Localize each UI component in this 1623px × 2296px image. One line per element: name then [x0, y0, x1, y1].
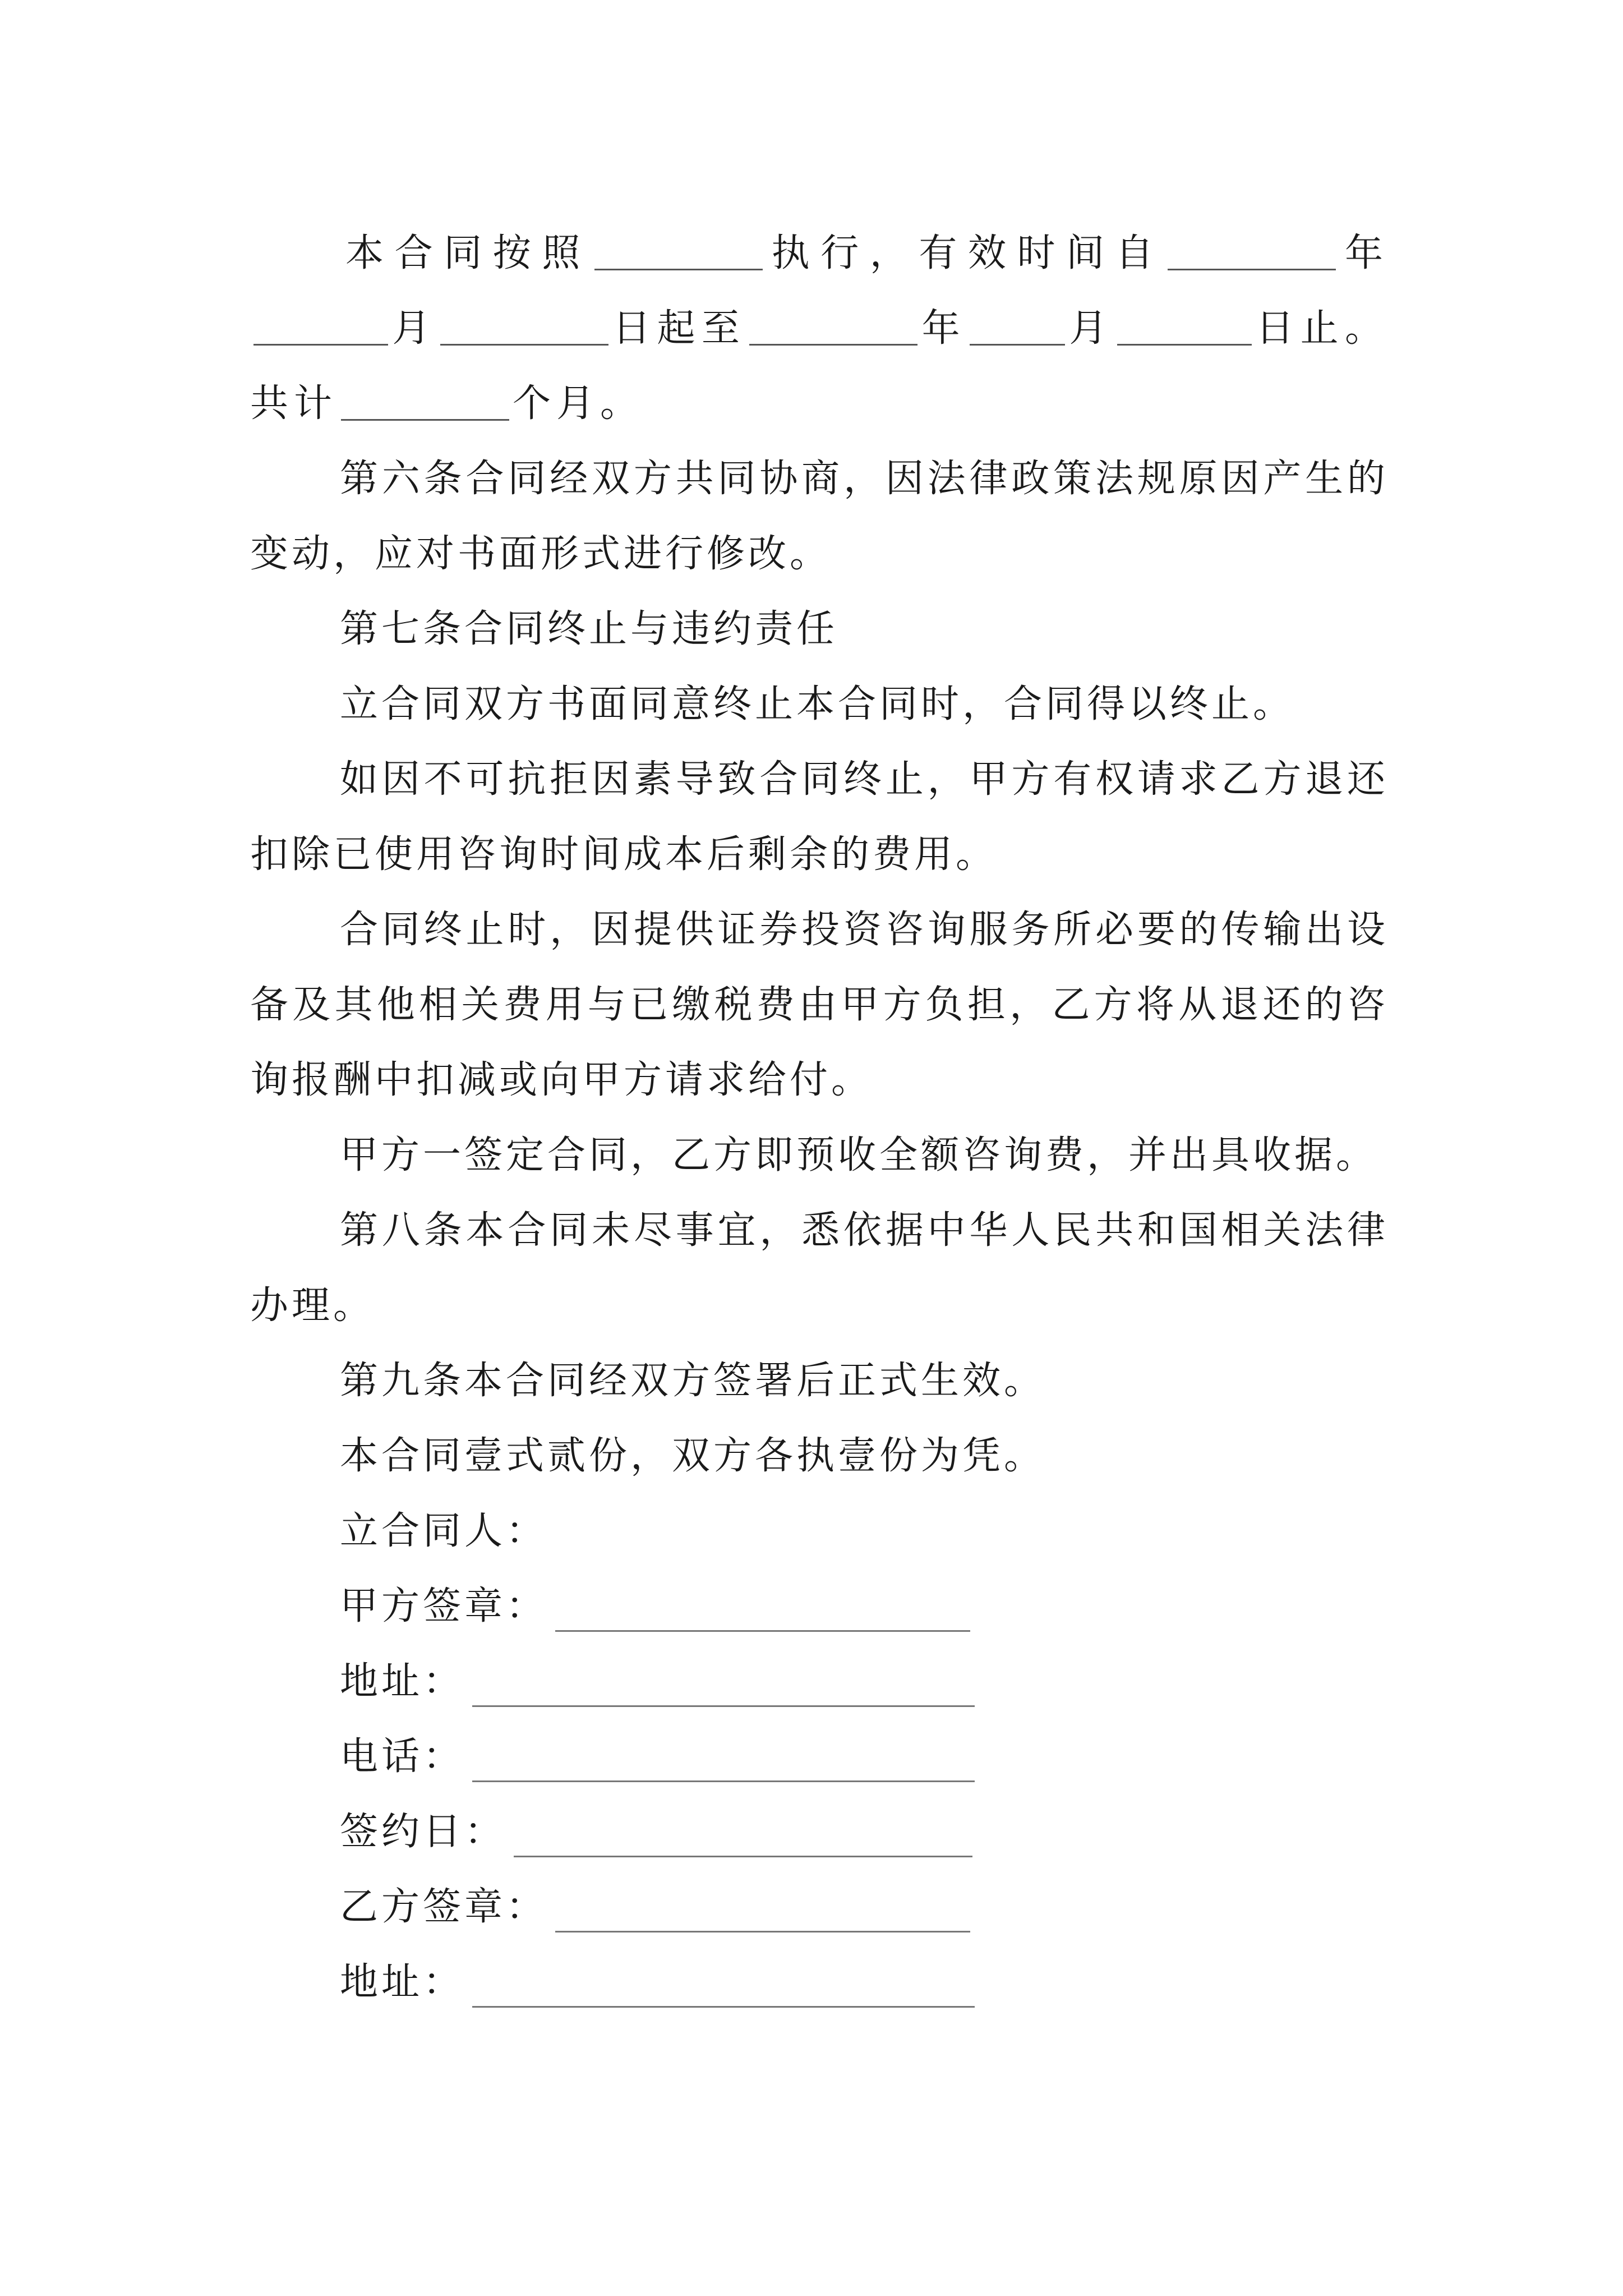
article-8-paragraph: 第八条本合同未尽事宜，悉依据中华人民共和国相关法律办理。 — [250, 1208, 1389, 1328]
document-body — [250, 216, 1389, 2020]
party-a-address-label: 地址： — [340, 1659, 465, 1704]
party-b-address-line — [472, 1967, 975, 2008]
period-text-7: 月 — [1068, 306, 1114, 351]
party-a-seal-line — [555, 1591, 970, 1632]
start-day-blank — [440, 310, 608, 346]
party-a-seal-label: 甲方签章： — [340, 1584, 548, 1628]
signing-date-label: 签约日： — [340, 1810, 506, 1854]
standard-blank — [594, 235, 763, 270]
party-a-phone-row — [250, 1719, 1389, 1795]
party-b-seal-line — [555, 1892, 970, 1932]
party-b-seal-label: 乙方签章： — [340, 1885, 548, 1929]
article-7-heading: 第七条合同终止与违约责任 — [340, 607, 838, 651]
force-majeure-paragraph: 如因不可抗拒因素导致合同终止，甲方有权请求乙方退还扣除已使用咨询时间成本后剩余的费用。 — [250, 757, 1389, 877]
party-a-seal-row — [250, 1569, 1389, 1644]
period-text-1: 本合同按照 — [345, 231, 591, 275]
start-month-blank — [253, 310, 388, 346]
start-year-blank — [1168, 235, 1336, 270]
signatories-heading: 立合同人： — [340, 1509, 548, 1553]
period-text-9: 个月。 — [513, 381, 644, 426]
signing-date-row — [250, 1795, 1389, 1870]
period-text-3: 年 — [1339, 231, 1389, 275]
party-a-phone-label: 电话： — [340, 1734, 465, 1779]
party-a-phone-line — [472, 1741, 975, 1782]
party-b-address-row — [250, 1945, 1389, 2020]
period-text-6: 年 — [921, 306, 967, 351]
article-6-paragraph: 第六条合同经双方共同协商，因法律政策法规原因产生的变动，应对书面形式进行修改。 — [250, 457, 1389, 576]
period-text-4: 月 — [391, 306, 437, 351]
prepayment-paragraph: 甲方一签定合同，乙方即预收全额咨询费，并出具收据。 — [340, 1133, 1378, 1177]
party-a-address-line — [472, 1666, 975, 1707]
signing-date-line — [514, 1816, 972, 1857]
party-b-address-label: 地址： — [340, 1960, 465, 2004]
party-a-address-row — [250, 1644, 1389, 1719]
period-text-5: 日起至 — [611, 306, 746, 351]
period-text-8: 日止。共计 — [250, 306, 1389, 426]
copies-paragraph: 本合同壹式贰份，双方各执壹份为凭。 — [340, 1434, 1046, 1478]
total-months-blank — [341, 385, 509, 421]
end-day-blank — [1117, 310, 1252, 346]
party-b-seal-row — [250, 1870, 1389, 1945]
article-9-paragraph: 第九条本合同经双方签署后正式生效。 — [340, 1359, 1046, 1403]
period-text-2: 执行，有效时间自 — [766, 231, 1165, 275]
termination-costs-paragraph: 合同终止时，因提供证券投资咨询服务所必要的传输出设备及其他相关费用与已缴税费由甲方负担，乙方将从退还的咨询报酬中扣减或向甲方请求给付。 — [250, 908, 1389, 1102]
contract-period-paragraph — [250, 216, 1389, 441]
end-year-blank — [749, 310, 917, 346]
end-month-blank — [970, 310, 1065, 346]
termination-agreement-paragraph: 立合同双方书面同意终止本合同时，合同得以终止。 — [340, 682, 1295, 726]
